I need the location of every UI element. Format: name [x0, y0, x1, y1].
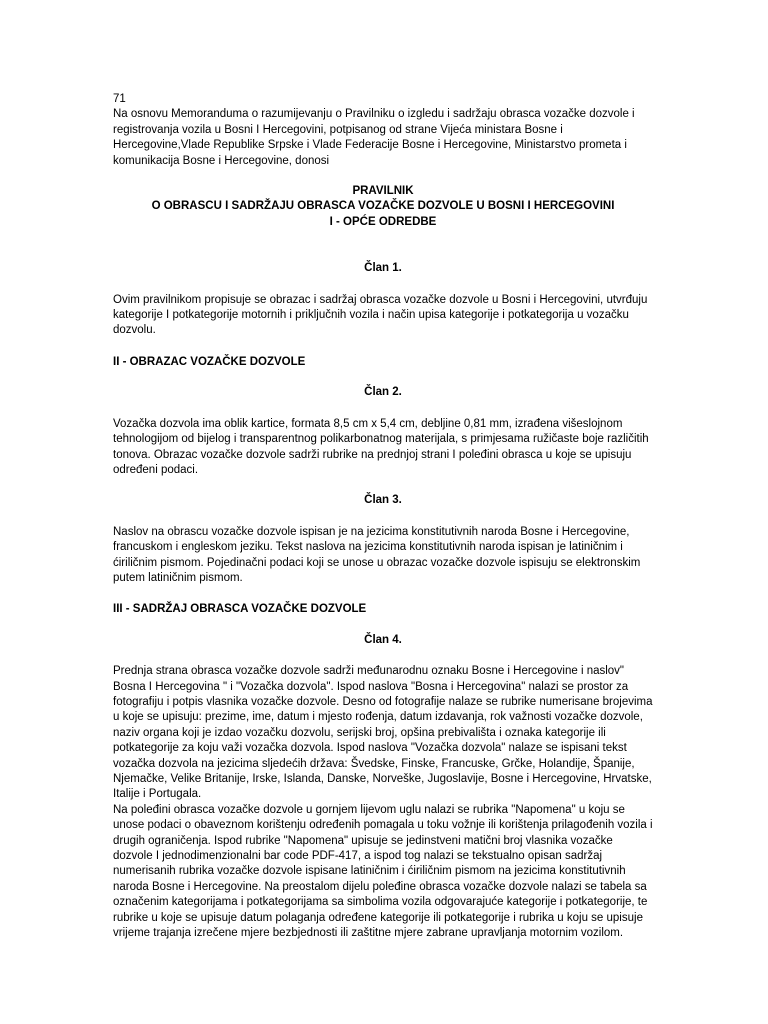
article-4-text-front: Prednja strana obrasca vozačke dozvole sadrži međunarodnu oznaku Bosne i Hercegovine i naslov" Bosna I Hercegovina " i "Vozačka dozvola". Ispod naslova "Bosna i Hercegovina" nalazi se prostor za fotografiju i potpis vlasnika vozačke dozvole. Desno od fotografije nalaze se rubrike numerisane brojevima u koje se upisuju: prezime, ime, datum i mjesto rođenja, datum izdavanja, rok važnosti vozačke dozvole, naziv organa koji je izdao vozačku dozvolu, serijski broj, opšina prebivališta i oznaka kategorije ili potkategorije za koju važi vozačka dozvola. Ispod naslova "Vozačka dozvola" nalaze se ispisani tekst vozačka dozvola na jezicima sljedećih država: Švedske, Finske, Francuske, Grčke, Holandije, Španije, Njemačke, Velike Britanije, Irske, Islanda, Danske, Norveške, Jugoslavije, Bosne i Hercegovine, Hrvatske, Italije i Portugala.	[113, 665, 653, 801]
article-4-heading: Član 4.	[364, 633, 402, 646]
article-1-heading: Član 1.	[364, 262, 402, 275]
document-title: PRAVILNIK	[352, 185, 414, 198]
section-heading-2: II - OBRAZAC VOZAČKE DOZVOLE	[113, 355, 306, 368]
document-subtitle: O OBRASCU I SADRŽAJU OBRASCA VOZAČKE DOZVOLE U BOSNI I HERCEGOVINI	[151, 200, 615, 213]
article-2-heading: Član 2.	[364, 386, 402, 399]
intro-paragraph: Na osnovu Memoranduma o razumijevanju o Pravilniku o izgledu i sadržaju obrasca vozačke dozvole i registrovanja vozila u Bosni I Hercegovini, potpisanog od strane Vijeća ministara Bosne i Hercegovine,Vlade Republike Srpske i Vlade Federacije Bosne i Hercegovine, Ministarstvo prometa i komunikacija Bosne i Hercegovine, donosi	[113, 108, 635, 167]
article-3-heading: Član 3.	[364, 494, 402, 507]
document-page	[113, 92, 653, 941]
section-heading-3: III - SADRŽAJ OBRASCA VOZAČKE DOZVOLE	[113, 603, 367, 616]
section-heading-1: I - OPĆE ODREDBE	[329, 215, 437, 228]
page-number: 71	[113, 93, 126, 105]
article-1-text: Ovim pravilnikom propisuje se obrazac i sadržaj obrasca vozačke dozvole u Bosni i Hercegovini, utvrđuju kategorije I potkategorije motornih i priključnih vozila i način upisa kategorije i potkategorija u vozačku dozvolu.	[113, 293, 648, 337]
article-2-text: Vozačka dozvola ima oblik kartice, formata 8,5 cm x 5,4 cm, debljine 0,81 mm, izrađena višeslojnom tehnologijom od bijelog i transparentnog polikarbonatnog materijala, s primjesama ružičaste boje različitih tonova. Obrazac vozačke dozvole sadrži rubrike na prednjoj strani I poleđini obrasca u koje se upisuju određeni podaci.	[113, 417, 649, 476]
article-3-text: Naslov na obrascu vozačke dozvole ispisan je na jezicima konstitutivnih naroda Bosne i Hercegovine, francuskom i engleskom jeziku. Tekst naslova na jezicima konstitutivnih naroda ispisan je latiničnim i ćiriličnim pismom. Pojedinačni podaci koji se unose u obrazac vozačke dozvole ispisuju se elektronskim putem latiničnim pismom.	[113, 525, 641, 584]
article-4-text-back: Na poleđini obrasca vozačke dozvole u gornjem lijevom uglu nalazi se rubrika "Napomena" u koju se unose podaci o obaveznom korištenju određenih pomagala u toku vožnje ili korištenja prilagođenih vozila i drugih ograničenja. Ispod rubrike "Napomena" upisuje se jedinstveni matični broj vlasnika vozačke dozvole I jednodimenzionalni bar code PDF-417, a ispod tog nalazi se tekstualno opisan sadržaj numerisanih rubrika vozačke dozvole ispisane latiničnim i ćiriličnim pismom na jezicima konstitutivnih naroda Bosne i Hercegovine. Na preostalom dijelu poleđine obrasca vozačke dozvole nalazi se tabela sa označenim kategorijama i potkategorijama sa simbolima vozila odgovarajuće kategorije i potkategorije, te rubrike u koje se upisuje datum polaganja određene kategorije ili potkategorije i rubrika u koju se upisuje vrijeme trajanja izrečene mjere bezbjednosti ili zaštitne mjere zabrane upravljanja motornim vozilom.	[113, 803, 653, 940]
